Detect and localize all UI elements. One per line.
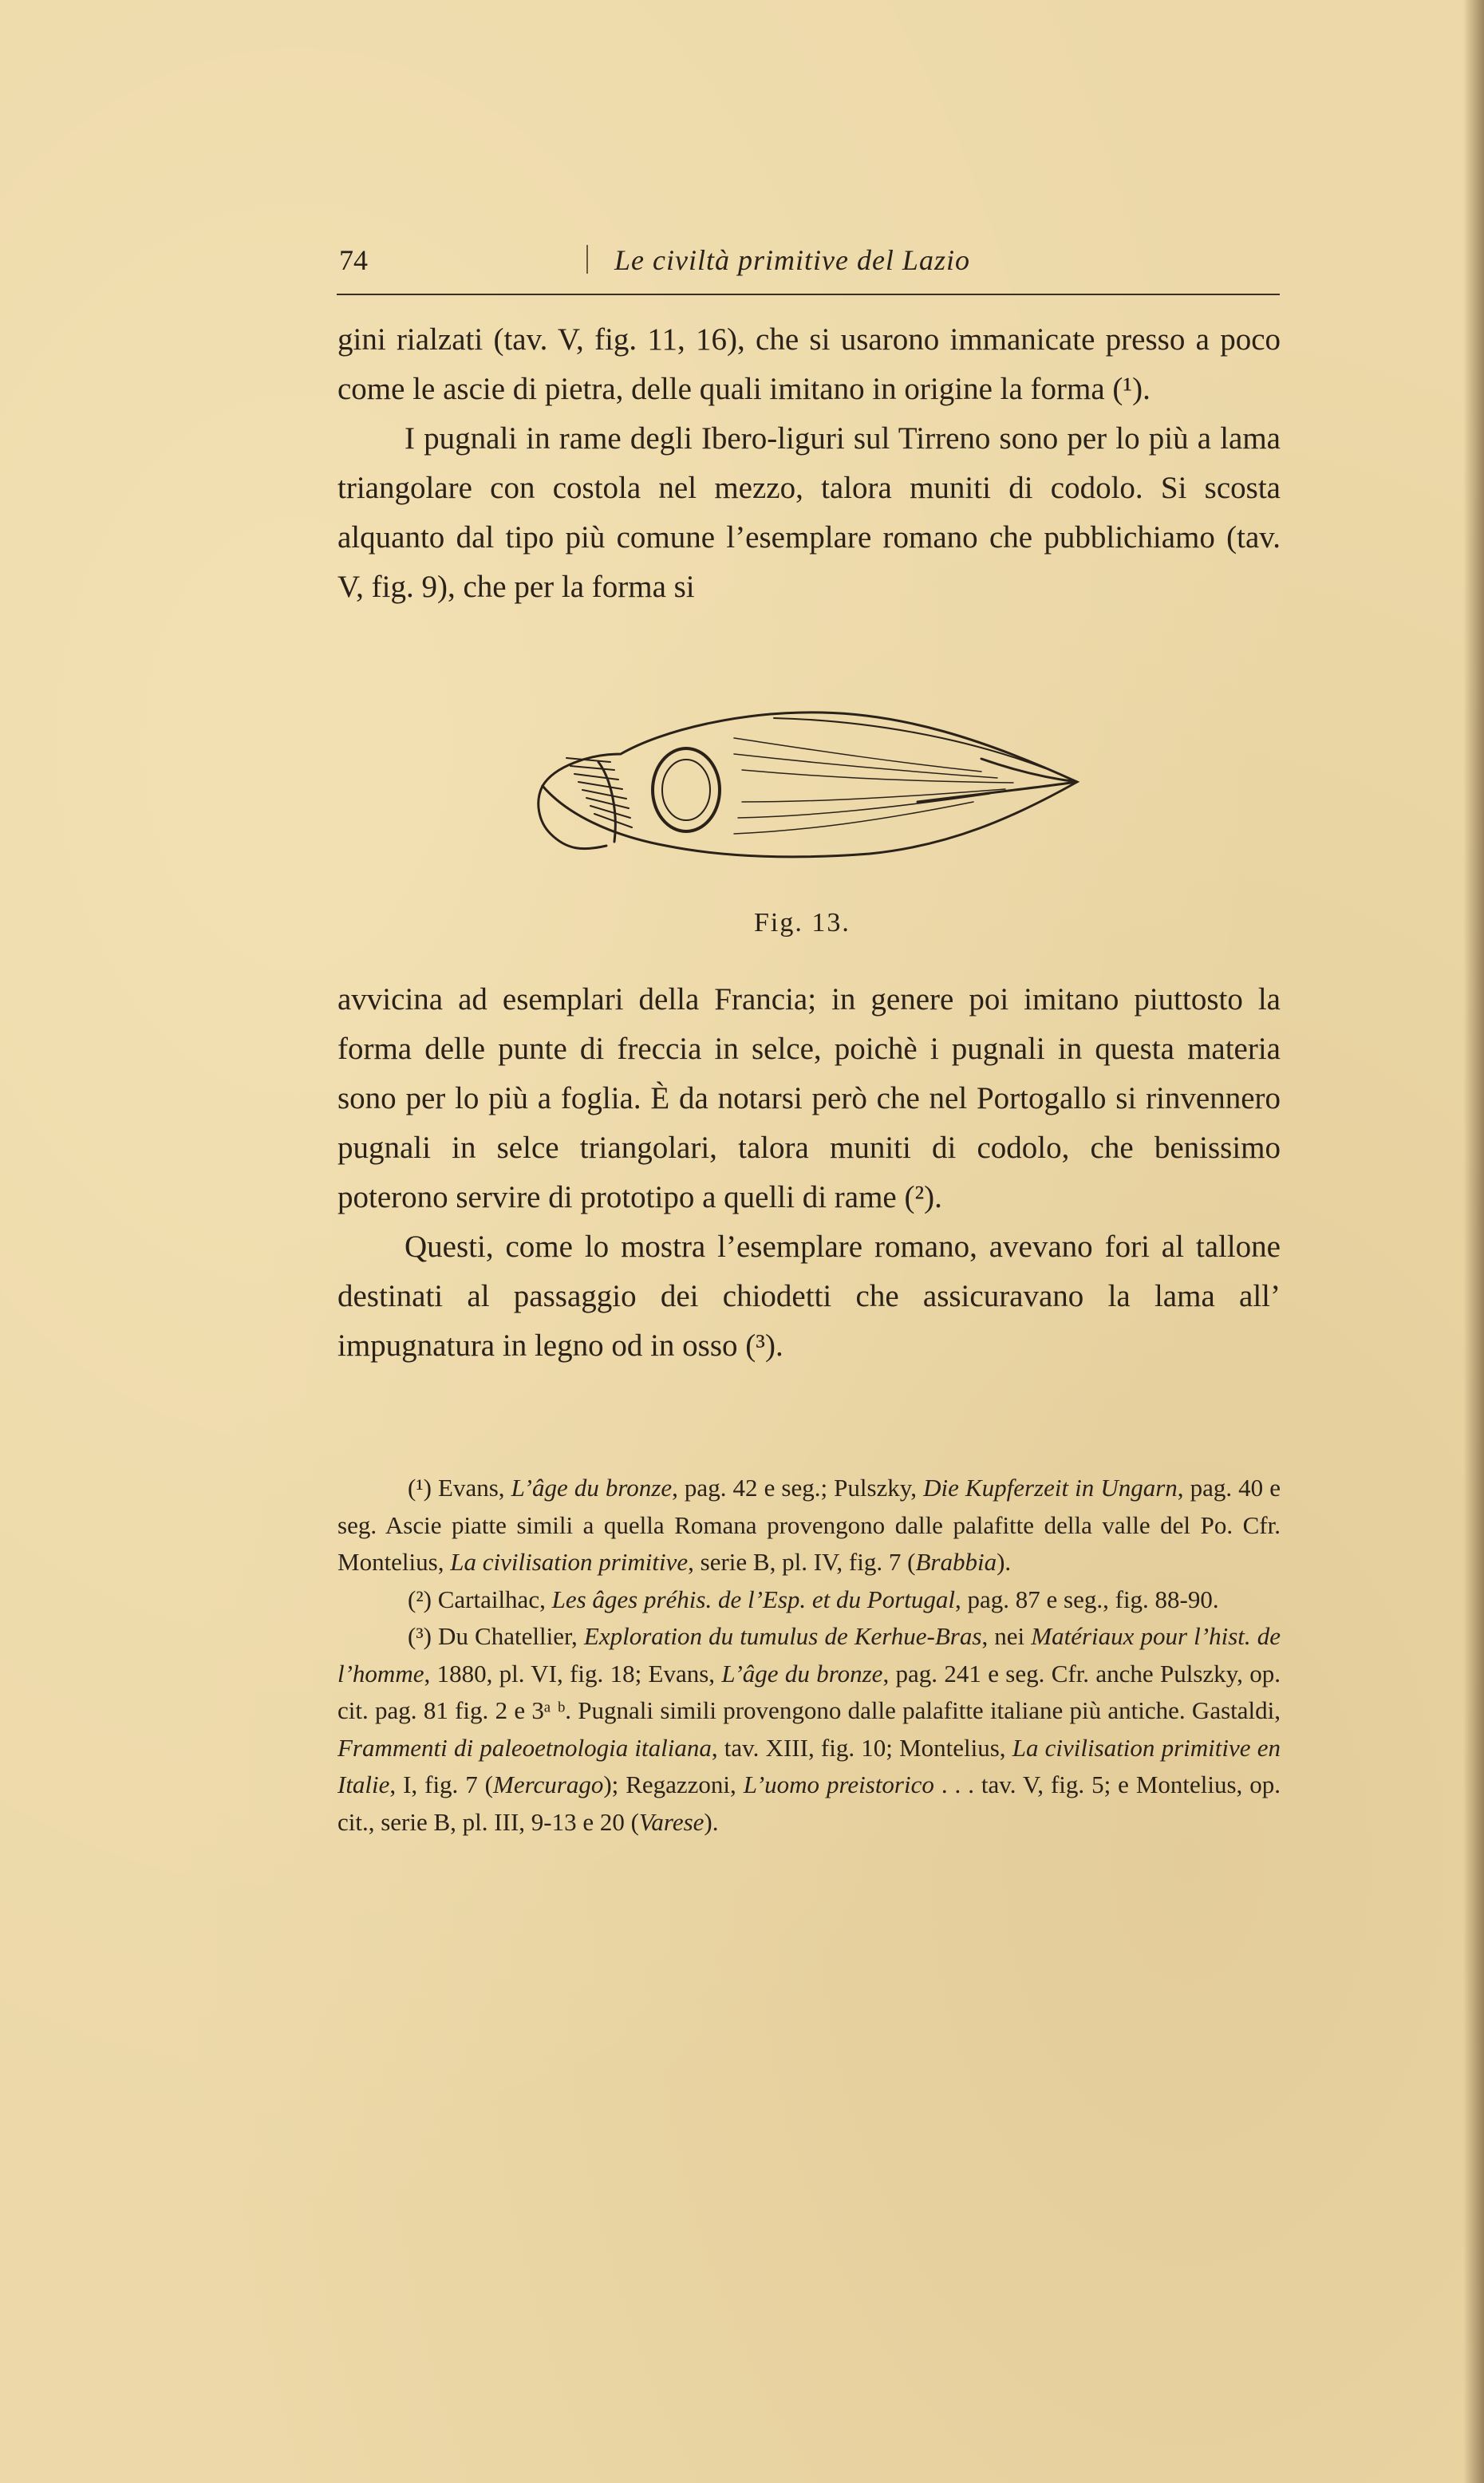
paragraph-3: avvicina ad esemplari della Francia; in genere poi imitano piuttosto la forma delle punte di freccia in selce, poichè i pugnali in questa materia sono per lo più a foglia. È da notarsi però che nel Portogallo si rinvennero pugnali in selce triangolari, talora muniti di codolo, che benissimo poterono servire di prototipo a quelli di rame (²).: [337, 982, 1281, 1214]
paragraph-4: Questi, come lo mostra l’esemplare romano, avevano fori al tallone destinati al passaggio dei chiodetti che assicuravano la lama all’ impugnatura in legno od in osso (³).: [337, 1230, 1281, 1363]
footnote-mark: (²): [408, 1585, 432, 1613]
paragraph-2: I pugnali in rame degli Ibero-liguri sul Tirreno sono per lo più a lama triangolare con costola nel mezzo, talora muniti di codolo. Si scosta alquanto dal tipo più comune l’esemplare romano che pubblichiamo (tav. V, fig. 9), che per la forma si: [337, 421, 1281, 604]
header-rule: [337, 294, 1280, 295]
footnotes: [337, 1470, 1281, 1841]
running-title: Le civiltà primitive del Lazio: [614, 244, 970, 276]
footnote-mark: (¹): [408, 1474, 432, 1502]
page-number: 74: [339, 244, 368, 276]
footnote-2: (²) Cartailhac, Les âges préhis. de l’Esp. et du Portugal, pag. 87 e seg., fig. 88-90.: [408, 1585, 1219, 1613]
body-text-top: [337, 315, 1281, 612]
figure-caption: Fig. 13.: [754, 908, 851, 938]
footnote-1: (¹) Evans, L’âge du bronze, pag. 42 e seg.; Pulszky, Die Kupferzeit in Ungarn, pag. 40 e seg. Ascie piatte simili a quella Romana provengono dalle palafitte della valle del Po. Cfr. Montelius, La civilisation primitive, serie B, pl. IV, fig. 7 (Brabbia).: [337, 1474, 1281, 1576]
footnote-mark: (³): [408, 1622, 432, 1650]
footnote-3: (³) Du Chatellier, Exploration du tumulus de Kerhue-Bras, nei Matériaux pour l’hist. de l’homme, 1880, pl. VI, fig. 18; Evans, L’âge du bronze, pag. 241 e seg. Cfr. anche Pulszky, op. cit. pag. 81 fig. 2 e 3ᵃ ᵇ. Pugnali simili provengono dalle palafitte italiane più antiche. Gastaldi, Frammenti di paleoetnologia italiana, tav. XIII, fig. 10; Montelius, La civilisation primitive en Italie, I, fig. 7 (Mercurago); Regazzoni, L’uomo preistorico . . . tav. V, fig. 5; e Montelius, op. cit., serie B, pl. III, 9-13 e 20 (Varese).: [337, 1622, 1281, 1836]
page-edge-shadow: [1463, 0, 1484, 2483]
body-text-bottom: [337, 975, 1281, 1371]
stone-axe-illustration: [535, 682, 1093, 906]
running-header: [339, 243, 1281, 278]
paragraph-1: gini rialzati (tav. V, fig. 11, 16), che si usarono immanicate presso a poco come le ascie di pietra, delle quali imitano in origine la forma (¹).: [337, 322, 1281, 406]
header-separator: [586, 245, 588, 274]
